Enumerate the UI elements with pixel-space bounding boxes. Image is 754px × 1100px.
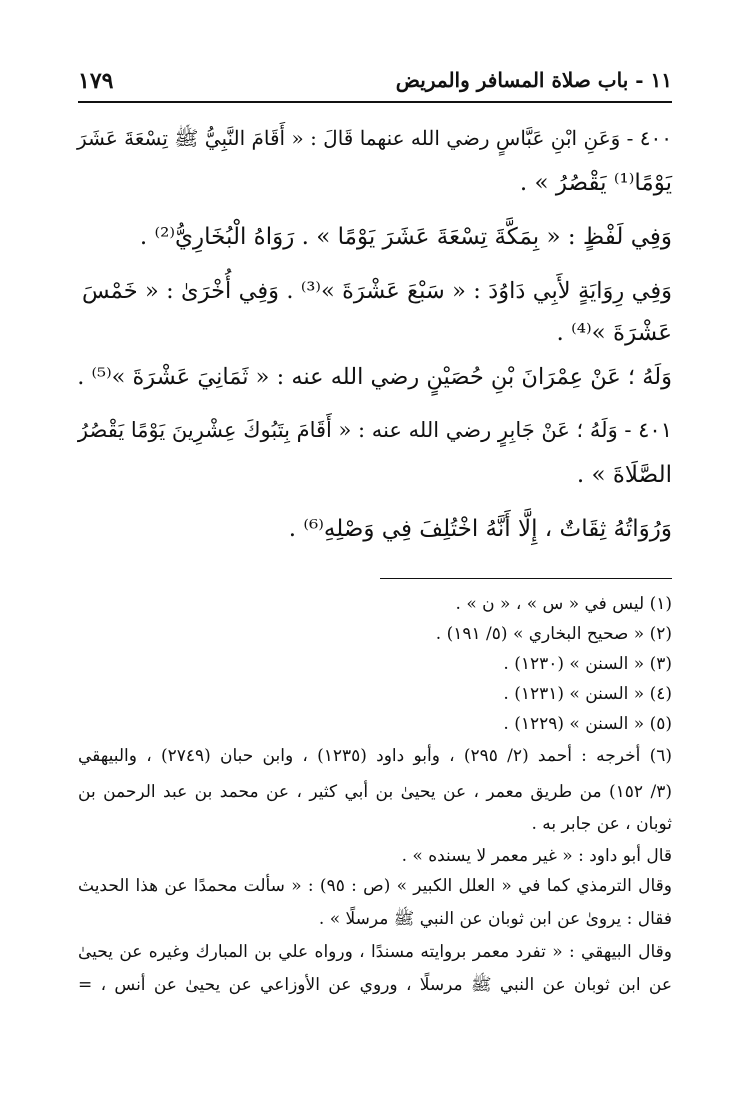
footnote-line: (٦) أخرجه : أحمد (٢/ ٢٩٥) ، وأبو داود (١٢٣٥) ، وابن حبان (٢٧٤٩) ، والبيهقي: [78, 746, 673, 766]
main-text-line: وَرُوَاتُهُ ثِقَاتٌ ، إِلَّا أَنَّهُ اخْتُلِفَ فِي وَصْلِهِ⁽⁶⁾ .: [288, 516, 672, 542]
footnote-line: (٣/ ١٥٢) من طريق معمر ، عن يحيىٰ بن أبي كثير ، عن محمد بن عبد الرحمن بن: [78, 782, 672, 802]
page-number: ١٧٩: [78, 68, 114, 94]
footnote-line: (٣) « السنن » (١٢٣٠) .: [503, 654, 672, 674]
footnote-line: وقال الترمذي كما في « العلل الكبير » (ص : ٩٥) : « سألت محمدًا عن هذا الحديث: [78, 876, 672, 896]
main-text-line: عَشْرَةَ »⁽⁴⁾ .: [556, 320, 672, 346]
footnote-rule: [380, 578, 672, 579]
main-text-line: وَفِي رِوَايَةٍ لأَبِي دَاوُدَ : « سَبْعَ عَشْرَةَ »⁽³⁾ . وَفِي أُخْرَىٰ : « خَمْسَ: [82, 278, 672, 304]
main-text-line: يَوْمًا⁽¹⁾ يَقْصُرُ » .: [519, 170, 672, 196]
footnote-line: وقال البيهقي : « تفرد معمر بروايته مسندًا ، ورواه علي بن المبارك وغيره عن يحيىٰ: [78, 942, 672, 962]
footnote-line: (٤) « السنن » (١٢٣١) .: [503, 684, 672, 704]
footnote-line: قال أبو داود : « غير معمر لا يسنده » .: [401, 846, 672, 866]
footnote-line: عن ابن ثوبان عن النبي ﷺ مرسلًا ، وروي عن الأوزاعي عن يحيىٰ عن أنس ، =: [78, 975, 672, 995]
footnote-line: فقال : يروىٰ عن ابن ثوبان عن النبي ﷺ مرسلًا » .: [318, 909, 672, 929]
main-text-line: ٤٠٠ - وَعَنِ ابْنِ عَبَّاسٍ رضي الله عنهما قَالَ : « أَقَامَ النَّبِيُّ ﷺ تِسْعَةَ عَشَرَ: [76, 126, 672, 150]
footnote-line: (٢) « صحيح البخاري » (٥/ ١٩١) .: [435, 624, 672, 644]
main-text-line: ٤٠١ - وَلَهُ ؛ عَنْ جَابِرٍ رضي الله عنه : « أَقَامَ بِتَبُوكَ عِشْرِينَ يَوْمًا يَقْصُرُ: [77, 418, 672, 442]
main-text-line: وَفِي لَفْظٍ : « بِمَكَّةَ تِسْعَةَ عَشَرَ يَوْمًا » . رَوَاهُ الْبُخَارِيُّ⁽²⁾ .: [139, 224, 672, 250]
chapter-title: ١١ - باب صلاة المسافر والمريض: [395, 68, 672, 92]
main-text-line: وَلَهُ ؛ عَنْ عِمْرَانَ بْنِ حُصَيْنٍ رضي الله عنه : « ثَمَانِيَ عَشْرَةَ »⁽⁵⁾ .: [77, 364, 672, 390]
main-text-line: الصَّلَاةَ » .: [576, 462, 672, 488]
header-rule: [78, 101, 672, 103]
page-header: [78, 66, 672, 102]
footnote-line: ثوبان ، عن جابر به .: [531, 814, 672, 834]
footnote-line: (٥) « السنن » (١٢٢٩) .: [503, 714, 672, 734]
footnote-line: (١) ليس في « س » ، « ن » .: [455, 594, 672, 614]
